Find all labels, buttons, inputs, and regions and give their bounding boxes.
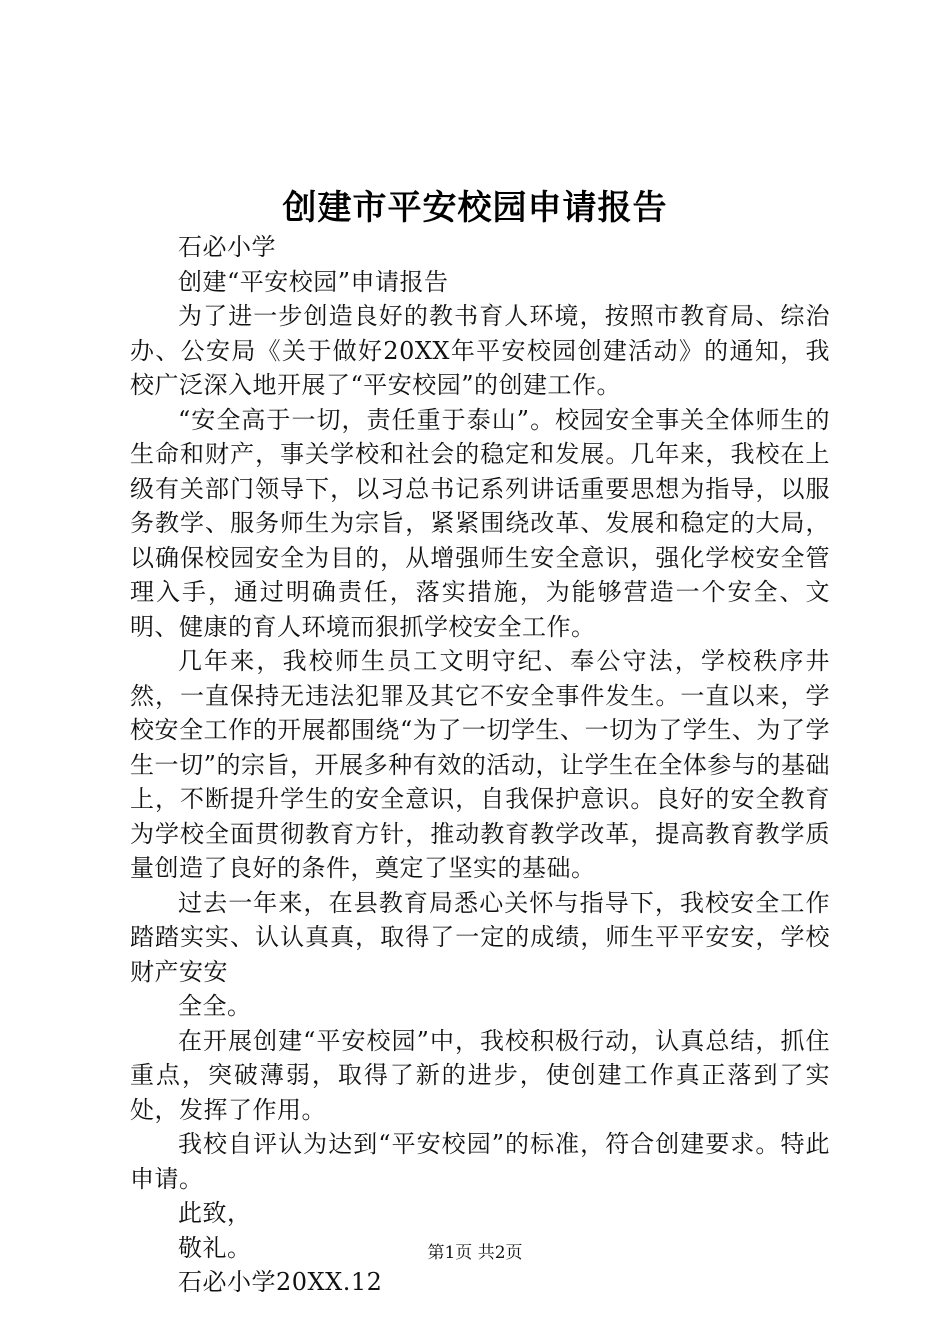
body-paragraph: 为了进一步创造良好的教书育人环境，按照市教育局、综治办、公安局《关于做好20XX年平安校园创建活动》的通知，我校广泛深入地开展了“平安校园”的创建工作。 <box>130 302 830 399</box>
closing-line: 此致， <box>178 1199 252 1227</box>
body-paragraph: 在开展创建“平安校园”中，我校积极行动，认真总结，抓住重点，突破薄弱，取得了新的进步，使创建工作真正落到了实处，发挥了作用。 <box>130 1026 830 1124</box>
body-paragraph: “安全高于一切，责任重于泰山”。校园安全事关全体师生的生命和财产，事关学校和社会的稳定和发展。几年来，我校在上级有关部门领导下，以习总书记系列讲话重要思想为指导，以服务教学、服务师生为宗旨，紧紧围绕改革、发展和稳定的大局，以确保校园安全为目的，从增强师生安全意识，强化学校安全管理入手，通过明确责任，落实措施，为能够营造一个安全、文明、健康的育人环境而狠抓学校安全工作。 <box>130 405 830 641</box>
body-paragraph: 几年来，我校师生员工文明守纪、奉公守法，学校秩序井然，一直保持无违法犯罪及其它不安全事件发生。一直以来，学校安全工作的开展都围绕“为了一切学生、一切为了学生、为了学生一切”的宗旨，开展多种有效的活动，让学生在全体参与的基础上，不断提升学生的安全意识，自我保护意识。良好的安全教育为学校全面贯彻教育方针，推动教育教学改革，提高教育教学质量创造了良好的条件，奠定了坚实的基础。 <box>130 647 830 882</box>
document-title: 创建市平安校园申请报告 <box>282 188 668 228</box>
body-paragraph: 过去一年来，在县教育局悉心关怀与指导下，我校安全工作踏踏实实、认认真真，取得了一定的成绩，师生平平安安，学校财产安安 <box>130 888 830 986</box>
signature-date-line: 石必小学20XX.12 <box>178 1268 383 1296</box>
school-name-line: 石必小学 <box>178 233 276 261</box>
closing-line: 敬礼。 <box>178 1233 252 1262</box>
page-indicator: 第1页 共2页 <box>427 1243 523 1263</box>
document-body <box>130 230 830 1300</box>
body-paragraph: 我校自评认为达到“平安校园”的标准，符合创建要求。特此申请。 <box>130 1130 830 1193</box>
report-subtitle-line: 创建“平安校园”申请报告 <box>178 267 449 296</box>
body-paragraph: 全全。 <box>178 992 252 1020</box>
